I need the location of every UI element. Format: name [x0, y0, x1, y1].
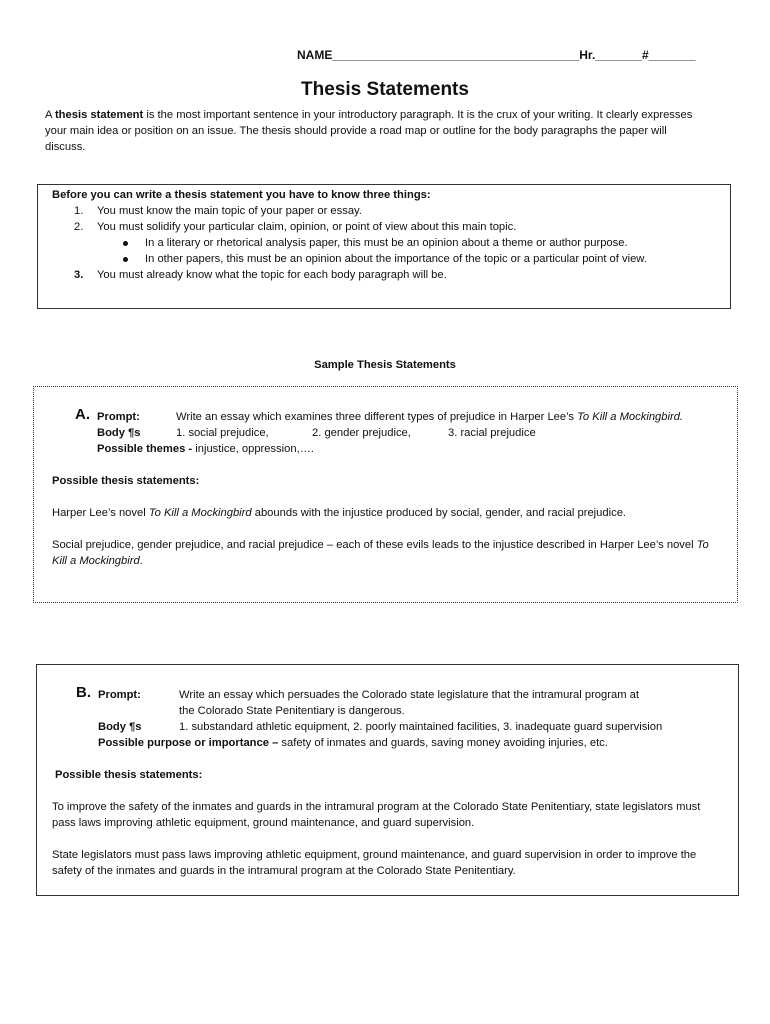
- item-num: 1.: [74, 205, 84, 217]
- sample-b-thesis-2-line-2: safety of the inmates and guards in the intramural program at the Colorado State Penitentiary.: [52, 865, 516, 877]
- intro-prefix: A: [45, 109, 55, 121]
- purpose-label: Possible purpose or importance –: [98, 737, 282, 749]
- sample-a-body-item-2: 2. gender prejudice,: [312, 427, 411, 439]
- sample-a-thesis-1: [52, 505, 626, 521]
- prompt-text: Write an essay which examines three different types of prejudice in Harper Lee’s: [176, 411, 578, 423]
- themes-text: injustice, oppression,….: [195, 443, 315, 455]
- sample-a-box: [33, 386, 738, 603]
- sample-b-thesis-2-line-1: State legislators must pass laws improving athletic equipment, ground maintenance, and guard supervision in order to improve the: [52, 849, 697, 861]
- box1-heading: Before you can write a thesis statement you have to know three things:: [52, 189, 431, 201]
- purpose-text: safety of inmates and guards, saving money avoiding injuries, etc.: [281, 737, 608, 749]
- prompt-book: To Kill a Mockingbird.: [577, 411, 684, 423]
- sample-b-prompt-label: Prompt:: [98, 689, 141, 701]
- thesis-text: .: [139, 555, 143, 567]
- box1-item-1: [74, 203, 83, 219]
- thesis-book: To Kill a Mockingbird: [148, 507, 252, 519]
- thesis-book: To: [696, 539, 709, 551]
- sample-section-title: Sample Thesis Statements: [314, 359, 456, 371]
- thesis-book: Kill a Mockingbird: [52, 555, 140, 567]
- box1-item-2-text: You must solidify your particular claim, opinion, or point of view about this main topic.: [97, 221, 517, 233]
- sample-a-thesis-2-line-1: [52, 537, 709, 553]
- sample-a-themes: [97, 441, 314, 457]
- name-hour-line: NAME_____________________________________Hr._______#_______: [297, 48, 696, 62]
- thesis-text: Harper Lee’s novel: [52, 507, 149, 519]
- box1-bullet-1: In a literary or rhetorical analysis paper, this must be an opinion about a theme or author purpose.: [145, 237, 628, 249]
- bullet-icon: [123, 241, 128, 246]
- sample-a-possible-label: Possible thesis statements:: [52, 475, 200, 487]
- sample-a-prompt-text: [176, 409, 683, 425]
- sample-a-thesis-2-line-2: [52, 553, 143, 569]
- intro-line-2: your main idea or position on an issue. The thesis should provide a road map or outline for the body paragraphs the paper will: [45, 125, 667, 137]
- box1-bullet-2: In other papers, this must be an opinion about the importance of the topic or a particular point of view.: [145, 253, 647, 265]
- sample-b-box: [36, 664, 739, 896]
- intro-line-1: [45, 107, 735, 123]
- thesis-text: Social prejudice, gender prejudice, and racial prejudice – each of these evils leads to the injustice described in Harper Lee’s novel: [52, 539, 697, 551]
- intro-line1-rest: is the most important sentence in your introductory paragraph. It is the crux of your writing. It clearly expresses: [143, 109, 693, 121]
- box1-item-3: 3.: [74, 269, 84, 281]
- sample-b-prompt-line-2: the Colorado State Penitentiary is dangerous.: [179, 705, 405, 717]
- page-title: Thesis Statements: [301, 79, 469, 100]
- sample-b-body-text: 1. substandard athletic equipment, 2. poorly maintained facilities, 3. inadequate guard supervision: [179, 721, 663, 733]
- box1-item-2: 2.: [74, 221, 84, 233]
- bullet-icon: [123, 257, 128, 262]
- box1-item-1-text: You must know the main topic of your paper or essay.: [97, 205, 362, 217]
- sample-b-prompt-line-1: Write an essay which persuades the Colorado state legislature that the intramural program at: [179, 689, 639, 701]
- sample-a-body-label: Body ¶s: [97, 427, 141, 439]
- sample-b-purpose: [98, 735, 608, 751]
- sample-b-letter: B.: [76, 684, 91, 701]
- sample-a-letter: A.: [75, 406, 90, 423]
- sample-b-thesis-1-line-1: To improve the safety of the inmates and guards in the intramural program at the Colorado State Penitentiary, state legislators must: [52, 801, 701, 813]
- themes-label: Possible themes -: [97, 443, 196, 455]
- intro-term: thesis statement: [54, 109, 144, 121]
- box1-item-3-text: You must already know what the topic for each body paragraph will be.: [97, 269, 447, 281]
- three-things-box: [37, 184, 731, 309]
- intro-line-3: discuss.: [45, 141, 86, 153]
- sample-a-prompt-label: Prompt:: [97, 411, 140, 423]
- intro-paragraph: [45, 107, 735, 155]
- sample-a-body-item-3: 3. racial prejudice: [448, 427, 536, 439]
- thesis-text: abounds with the injustice produced by social, gender, and racial prejudice.: [251, 507, 627, 519]
- sample-b-body-label: Body ¶s: [98, 721, 142, 733]
- sample-a-body-item-1: 1. social prejudice,: [176, 427, 269, 439]
- sample-b-thesis-1-line-2: pass laws improving athletic equipment, ground maintenance, and guard supervision.: [52, 817, 475, 829]
- sample-b-possible-label: Possible thesis statements:: [55, 769, 203, 781]
